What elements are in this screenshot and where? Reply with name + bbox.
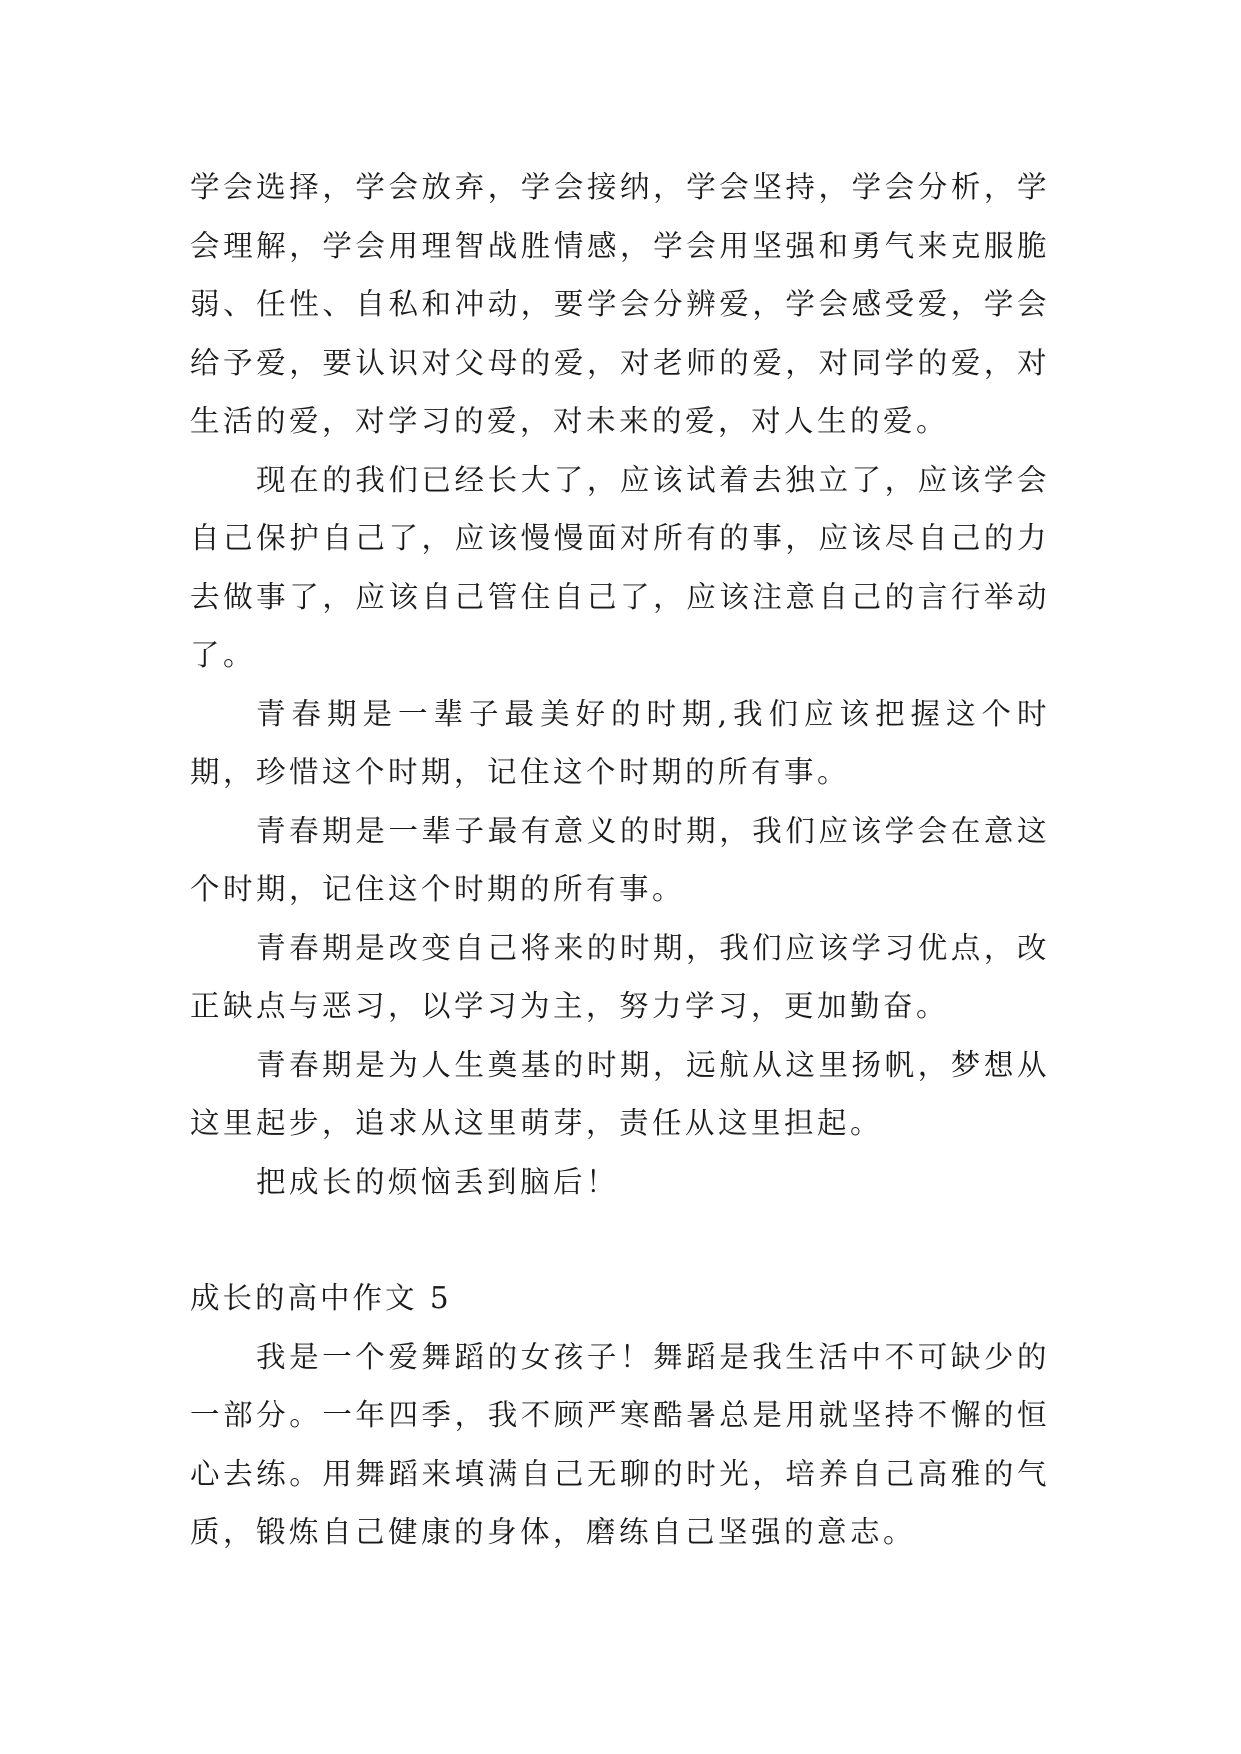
- paragraph: 把成长的烦恼丢到脑后！: [256, 1164, 620, 1199]
- paragraph-continuation: 学会选择，学会放弃，学会接纳，学会坚持，学会分析，学会理解，学会用理智战胜情感，学会用坚强和勇气来克服脆弱、任性、自私和冲动，要学会分辨爱，学会感受爱，学会给予爱，要认识对父母的爱，对老师的爱，对同学的爱，对生活的爱，对学习的爱，对未来的爱，对人生的爱。: [190, 170, 1050, 438]
- paragraph: 现在的我们已经长大了，应该试着去独立了，应该学会自己保护自己了，应该慢慢面对所有的事，应该尽自己的力去做事了，应该自己管住自己了，应该注意自己的言行举动了。: [190, 462, 1050, 672]
- paragraph: 青春期是一辈子最美好的时期,我们应该把握这个时期，珍惜这个时期，记住这个时期的所有事。: [190, 696, 1050, 789]
- section-heading: 成长的高中作文 5: [190, 1281, 452, 1315]
- paragraph: 青春期是改变自己将来的时期，我们应该学习优点，改正缺点与恶习，以学习为主，努力学习，更加勤奋。: [190, 930, 1050, 1023]
- paragraph: 青春期是为人生奠基的时期，远航从这里扬帆，梦想从这里起步，追求从这里萌芽，责任从这里担起。: [190, 1047, 1050, 1140]
- document-body: [190, 158, 1050, 1562]
- paragraph: 我是一个爱舞蹈的女孩子！舞蹈是我生活中不可缺少的一部分。一年四季，我不顾严寒酷暑总是用就坚持不懈的恒心去练。用舞蹈来填满自己无聊的时光，培养自己高雅的气质，锻炼自己健康的身体，磨练自己坚强的意志。: [190, 1339, 1050, 1549]
- paragraph: 青春期是一辈子最有意义的时期，我们应该学会在意这个时期，记住这个时期的所有事。: [190, 813, 1050, 906]
